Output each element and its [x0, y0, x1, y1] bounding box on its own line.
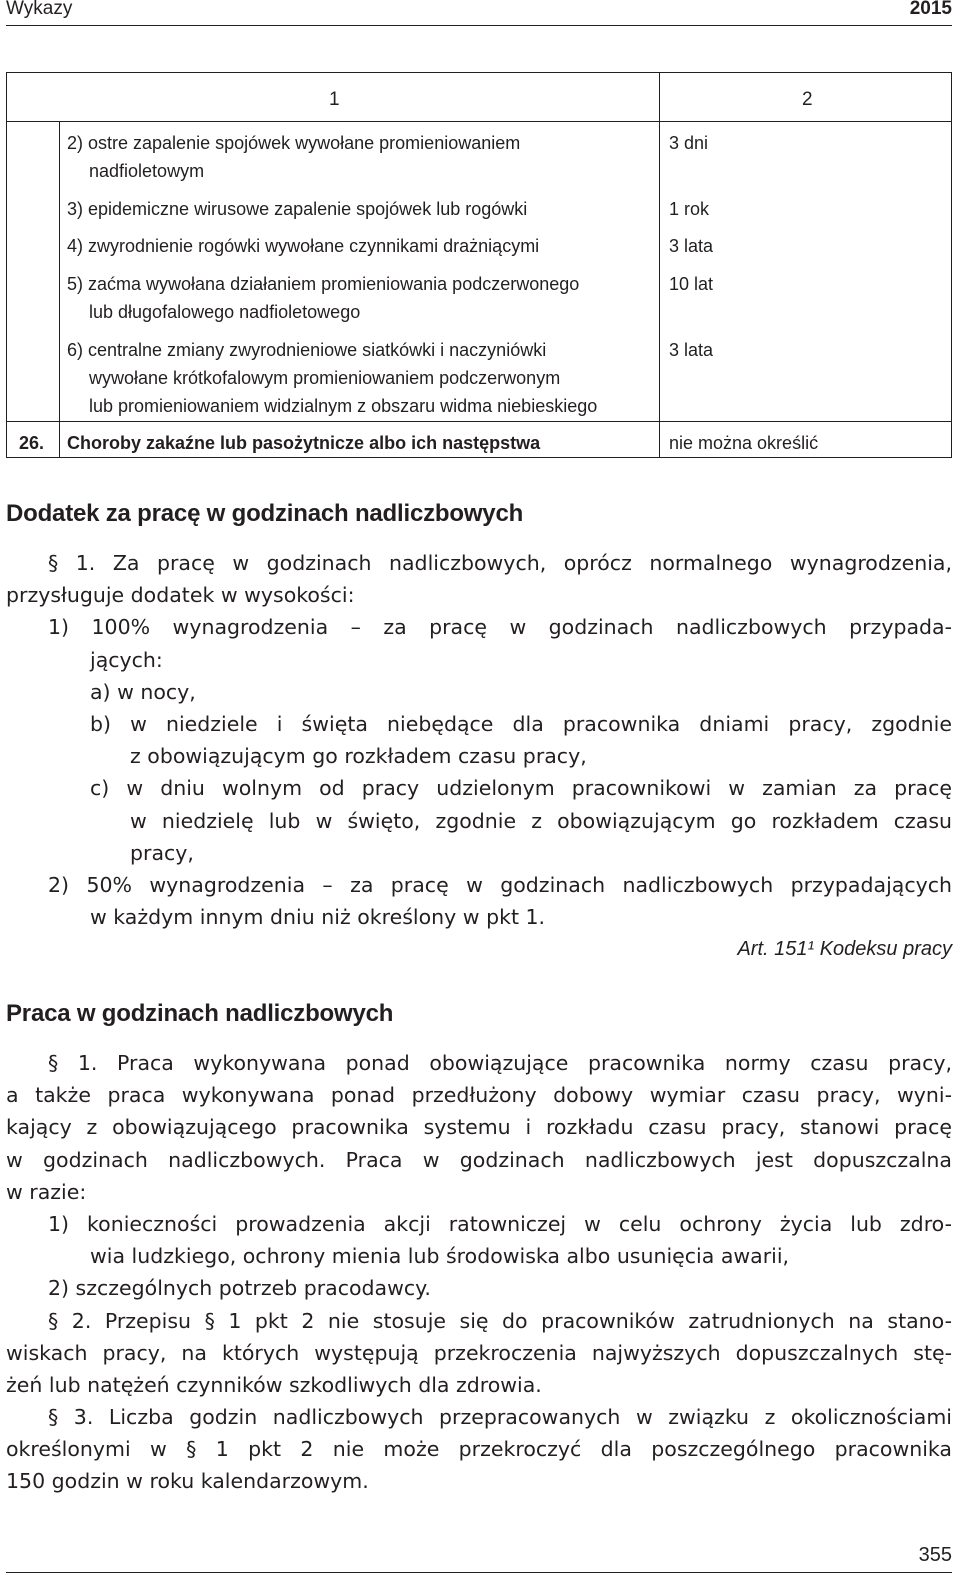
column-header-1: 1 [329, 89, 340, 110]
table-row-number: 26. [19, 433, 45, 453]
table-row-value: 3 lata [669, 236, 714, 256]
header-section: Wykazy [6, 0, 73, 19]
table-row-value: 10 lat [669, 274, 714, 294]
table-row-label: 6) centralne zmiany zwyrodnieniowe siatkówki i naczyniówki wywołane krótkofalowym promieniowaniem podczerwonym lub promieniowaniem widzialnym z obszaru widma niebieskiego [67, 340, 598, 416]
table-divider-numcol [59, 121, 60, 457]
table-divider-col2 [659, 73, 660, 457]
running-header [6, 0, 952, 22]
legal-citation: Art. 151¹ Kodeksu pracy [737, 938, 952, 960]
page-number: 355 [918, 1544, 952, 1566]
section-body: § 1. Praca wykonywana ponad obowiązujące pracownika normy czasu pracy, a także praca wykonywana ponad przedłużony dobowy wymiar czasu pracy, wyni- kający z obowiązującego pracownika systemu i rozkładu czasu pracy, stanowi pracę w godzinach nadliczbowych. Praca w godzinach nadliczbowych jest dopuszczalna w razie: 1) konieczności prowadzenia akcji ratowniczej w celu ochrony życia lub zdro- wia ludzkiego, ochrony mienia lub środowiska albo usunięcia awarii, 2) szczególnych potrzeb pracodawcy. § 2. Przepisu § 1 pkt 2 nie stosuje się do pracowników zatrudnionych na stano- wiskach pracy, na których występują przekroczenia najwyższych dopuszczalnych stę- żeń lub natężeń czynników szkodliwych dla zdrowia. § 3. Liczba godzin nadliczbowych przepracowanych w związku z okolicznościami określonymi w § 1 pkt 2 nie może przekroczyć dla poszczególnego pracownika 150 godzin w roku kalendarzowym. [6, 1051, 952, 1493]
table-row-value: nie można określić [669, 433, 819, 453]
section-title: Praca w godzinach nadliczbowych [6, 1000, 394, 1027]
table-row-label: 5) zaćma wywołana działaniem promieniowania podczerwonego lub długofalowego nadfioletowego [67, 274, 580, 322]
section-title: Dodatek za pracę w godzinach nadliczbowych [6, 500, 524, 527]
footer-rule [6, 1572, 952, 1573]
occupational-disease-table [6, 72, 952, 458]
table-row-label: Choroby zakaźne lub pasożytnicze albo ich następstwa [67, 433, 541, 453]
column-header-2: 2 [802, 89, 813, 110]
header-rule [6, 25, 952, 26]
header-year: 2015 [909, 0, 952, 19]
table-row-label: 4) zwyrodnienie rogówki wywołane czynnikami drażniącymi [67, 236, 540, 256]
table-row-value: 3 lata [669, 340, 714, 360]
table-row-label: 3) epidemiczne wirusowe zapalenie spojówek lub rogówki [67, 199, 528, 219]
table-row-value: 1 rok [669, 199, 710, 219]
table-header-rule [7, 121, 951, 122]
table-row-value: 3 dni [669, 133, 709, 153]
section-body: § 1. Za pracę w godzinach nadliczbowych, oprócz normalnego wynagrodzenia, przysługuje dodatek w wysokości: 1) 100% wynagrodzenia – za pracę w godzinach nadliczbowych przypada- jących: a) w nocy, b) w niedziele i święta niebędące dla pracownika dniami pracy, zgodnie z obowiązującym go rozkładem czasu pracy, c) w dniu wolnym od pracy udzielonym pracownikowi w zamian za pracę w niedzielę lub w święto, zgodnie z obowiązującym go rozkładem czasu pracy, 2) 50% wynagrodzenia – za pracę w godzinach nadliczbowych przypadających w każdym innym dniu niż określony w pkt 1. [6, 551, 952, 929]
table-row-rule [7, 421, 951, 422]
table-row-label: 2) ostre zapalenie spojówek wywołane promieniowaniem nadfioletowym [67, 133, 521, 181]
